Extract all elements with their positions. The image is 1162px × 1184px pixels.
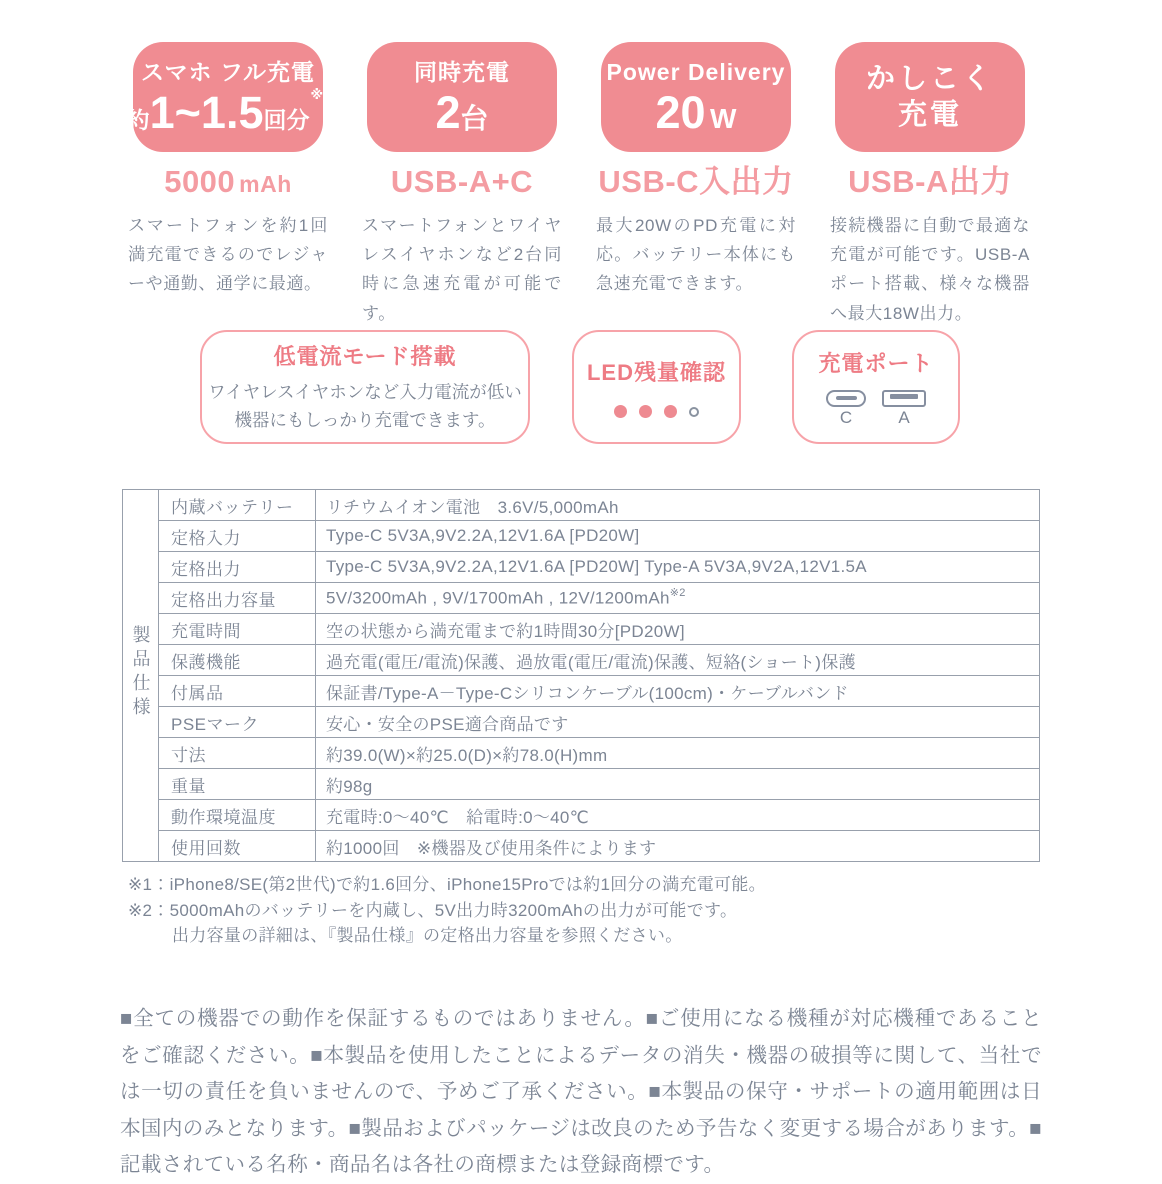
table-row <box>123 490 1040 521</box>
table-row <box>123 707 1040 738</box>
low-current-mode-text: ワイヤレスイヤホンなど入力電流が低い機器にもしっかり充電できます。 <box>208 382 522 430</box>
table-row <box>123 800 1040 831</box>
spec-value: 保証書/Type-A－Type-Cシリコンケーブル(100cm)・ケーブルバンド <box>316 676 1040 707</box>
spec-value: Type-C 5V3A,9V2.2A,12V1.6A [PD20W] <box>316 521 1040 552</box>
usb-a-port-icon <box>882 390 926 407</box>
spec-label: 動作環境温度 <box>159 800 316 831</box>
feature-description: スマートフォンを約1回満充電できるのでレジャーや通勤、通学に最適。 <box>128 216 328 294</box>
badge-value <box>435 86 489 138</box>
spec-footnote-marker: ※2 <box>669 587 686 600</box>
badge-title: スマホ フル充電 <box>140 59 315 85</box>
low-current-mode-box <box>200 330 530 444</box>
usb-c-port <box>826 390 866 428</box>
spec-label: PSEマーク <box>159 707 316 738</box>
footnote-2: ※2：5000mAhのバッテリーを内蔵し、5V出力時3200mAhの出力が可能です。 <box>128 900 738 920</box>
led-indicator-title: LED残量確認 <box>586 360 726 385</box>
feature-columns <box>126 42 1030 328</box>
spec-value: 5V/3200mAh , 9V/1700mAh , 12V/1200mAh <box>326 588 670 608</box>
footnote-2-continued: 出力容量の詳細は、『製品仕様』の定格出力容量を参照ください。 <box>172 926 683 945</box>
spec-label: 充電時間 <box>159 614 316 645</box>
led-dot-filled-icon <box>664 405 677 418</box>
footnote-1: ※1：iPhone8/SE(第2世代)で約1.6回分、iPhone15Proでは約1回分の満充電可能。 <box>128 875 766 894</box>
usb-c-port-label: C <box>839 407 853 427</box>
badge-value <box>126 86 331 138</box>
badge-title: 同時充電 <box>414 59 510 85</box>
spec-value: リチウムイオン電池 3.6V/5,000mAh <box>316 490 1040 521</box>
table-row <box>123 614 1040 645</box>
table-row <box>123 769 1040 800</box>
feature-badge-power-delivery <box>601 42 791 152</box>
badge-value-suffix: W <box>710 102 737 134</box>
spec-value: 安心・安全のPSE適合商品です <box>316 707 1040 738</box>
badge-title-line2: 充電 <box>897 99 962 131</box>
charge-ports-title: 充電ポート <box>818 350 934 376</box>
table-row <box>123 552 1040 583</box>
spec-section-label: 製品仕様 <box>130 625 151 721</box>
spec-label: 内蔵バッテリー <box>159 490 316 521</box>
spec-label: 定格入力 <box>159 521 316 552</box>
spec-label: 寸法 <box>159 738 316 769</box>
spec-section-label-cell <box>123 490 159 862</box>
spec-value: 約39.0(W)×約25.0(D)×約78.0(H)mm <box>316 738 1040 769</box>
badge-value-big: 1~1.5 <box>149 86 264 138</box>
feature-smart-charge <box>832 42 1028 328</box>
table-row <box>123 676 1040 707</box>
feature-full-charge <box>126 42 331 328</box>
badge-value-prefix: 約 <box>126 106 150 133</box>
led-dot-empty-icon <box>689 407 699 417</box>
spec-value-cell <box>316 583 1040 614</box>
table-row <box>123 583 1040 614</box>
badge-value <box>655 86 737 138</box>
led-indicator-box <box>572 330 741 444</box>
feature-badge-simultaneous <box>367 42 557 152</box>
spec-value: 空の状態から満充電まで約1時間30分[PD20W] <box>316 614 1040 645</box>
spec-value: Type-C 5V3A,9V2.2A,12V1.6A [PD20W] Type-A 5V3A,9V2A,12V1.5A <box>316 552 1040 583</box>
spec-label: 保護機能 <box>159 645 316 676</box>
low-current-mode-title: 低電流モード搭載 <box>273 344 457 370</box>
spec-value: 約1000回 ※機器及び使用条件によります <box>316 831 1040 862</box>
charge-ports-icons <box>826 390 926 428</box>
feature-simultaneous-charge <box>364 42 560 328</box>
feature-subtitle-usb-c-io: USB-C入出力 <box>598 164 794 199</box>
capacity-unit: mAh <box>239 171 292 197</box>
spec-label: 付属品 <box>159 676 316 707</box>
feature-badge-smart-charge <box>835 42 1025 152</box>
badge-value-suffix: 台 <box>460 102 489 134</box>
spec-label: 定格出力容量 <box>159 583 316 614</box>
spec-label: 定格出力 <box>159 552 316 583</box>
badge-title: Power Delivery <box>606 59 786 85</box>
product-spec-table <box>122 489 1040 862</box>
led-indicator-dots <box>614 405 699 418</box>
disclaimer-text: ■全ての機器での動作を保証するものではありません。■ご使用になる機種が対応機種であることをご確認ください。■本製品を使用したことによるデータの消失・機器の破損等に関して、当社では一切の責任を負いませんので、予めご了承ください。■本製品の保守・サポートの適用範囲は日本国内のみとなります。■製品およびパッケージは改良のため予告なく変更する場合があります。■記載されている名称・商品名は各社の商標または登録商標です。 <box>120 1007 1042 1176</box>
spec-label: 重量 <box>159 769 316 800</box>
spec-value: 過充電(電圧/電流)保護、過放電(電圧/電流)保護、短絡(ショート)保護 <box>316 645 1040 676</box>
table-row <box>123 831 1040 862</box>
feature-description: 最大20WのPD充電に対応。バッテリー本体にも急速充電できます。 <box>596 216 796 294</box>
usb-a-port-label: A <box>898 407 910 427</box>
usb-c-port-icon <box>826 390 866 407</box>
spec-value: 約98g <box>316 769 1040 800</box>
capacity-number: 5000 <box>164 164 236 199</box>
badge-title-line1: かしこく <box>865 62 994 95</box>
feature-subtitle-usb-a-out: USB-A出力 <box>848 164 1012 199</box>
badge-value-suffix: 回分 <box>263 106 310 133</box>
feature-description: 接続機器に自動で最適な充電が可能です。USB-Aポート搭載、様々な機器へ最大18W出力。 <box>830 216 1030 323</box>
footnotes <box>128 872 766 949</box>
table-row <box>123 645 1040 676</box>
feature-power-delivery <box>598 42 794 328</box>
feature-subtitle-usb-ac: USB-A+C <box>390 164 534 199</box>
led-dot-filled-icon <box>614 405 627 418</box>
feature-description: スマートフォンとワイヤレスイヤホンなど2台同時に急速充電が可能です。 <box>362 216 562 323</box>
badge-footnote-marker: ※1 <box>310 87 331 103</box>
led-dot-filled-icon <box>639 405 652 418</box>
usb-a-port <box>882 390 926 428</box>
feature-badge-full-charge <box>126 42 331 152</box>
badge-value-big: 20 <box>655 86 706 138</box>
table-row <box>123 738 1040 769</box>
spec-value: 充電時:0～40℃ 給電時:0～40℃ <box>316 800 1040 831</box>
table-row <box>123 521 1040 552</box>
badge-value-big: 2 <box>435 86 461 138</box>
feature-subtitle-capacity <box>164 166 292 197</box>
charge-ports-box <box>792 330 960 444</box>
spec-label: 使用回数 <box>159 831 316 862</box>
